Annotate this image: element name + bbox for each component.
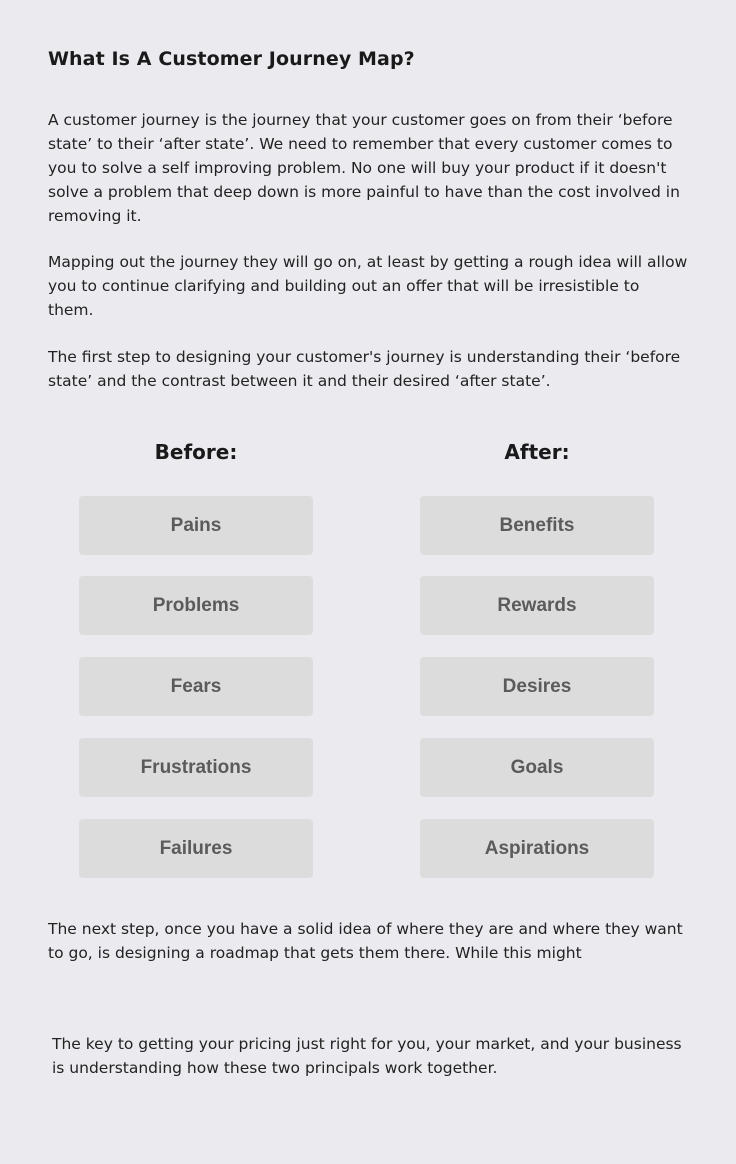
mapping-paragraph: Mapping out the journey they will go on, at least by getting a rough idea will allow you to continue clarifying and building out an offer that will be irresistible to them. [48, 253, 688, 319]
after-item-benefits: Benefits [420, 496, 654, 555]
before-item-problems: Problems [79, 576, 313, 635]
before-heading: Before: [154, 440, 238, 464]
before-item-fears: Fears [79, 657, 313, 716]
before-item-pains: Pains [79, 496, 313, 555]
before-item-frustrations: Frustrations [79, 738, 313, 797]
before-item-failures: Failures [79, 819, 313, 878]
after-heading: After: [504, 440, 570, 464]
intro-paragraph: A customer journey is the journey that your customer goes on from their ‘before state’ to their ‘after state’. We need to remember that every customer comes to you to solve a self improving problem. No one will buy your product if it doesn't solve a problem that deep down is more painful to have than the cost involved in removing it. [48, 111, 680, 225]
after-item-goals: Goals [420, 738, 654, 797]
after-item-desires: Desires [420, 657, 654, 716]
pricing-paragraph: The key to getting your pricing just right for you, your market, and your business is understanding how these two principals work together. [52, 1035, 682, 1077]
first-step-paragraph: The first step to designing your customer's journey is understanding their ‘before state’ and the contrast between it and their desired ‘after state’. [48, 348, 681, 390]
after-item-rewards: Rewards [420, 576, 654, 635]
next-step-paragraph: The next step, once you have a solid idea of where they are and where they want to go, is designing a roadmap that gets them there. While this might [48, 920, 683, 962]
page-title: What Is A Customer Journey Map? [48, 48, 415, 70]
after-item-aspirations: Aspirations [420, 819, 654, 878]
